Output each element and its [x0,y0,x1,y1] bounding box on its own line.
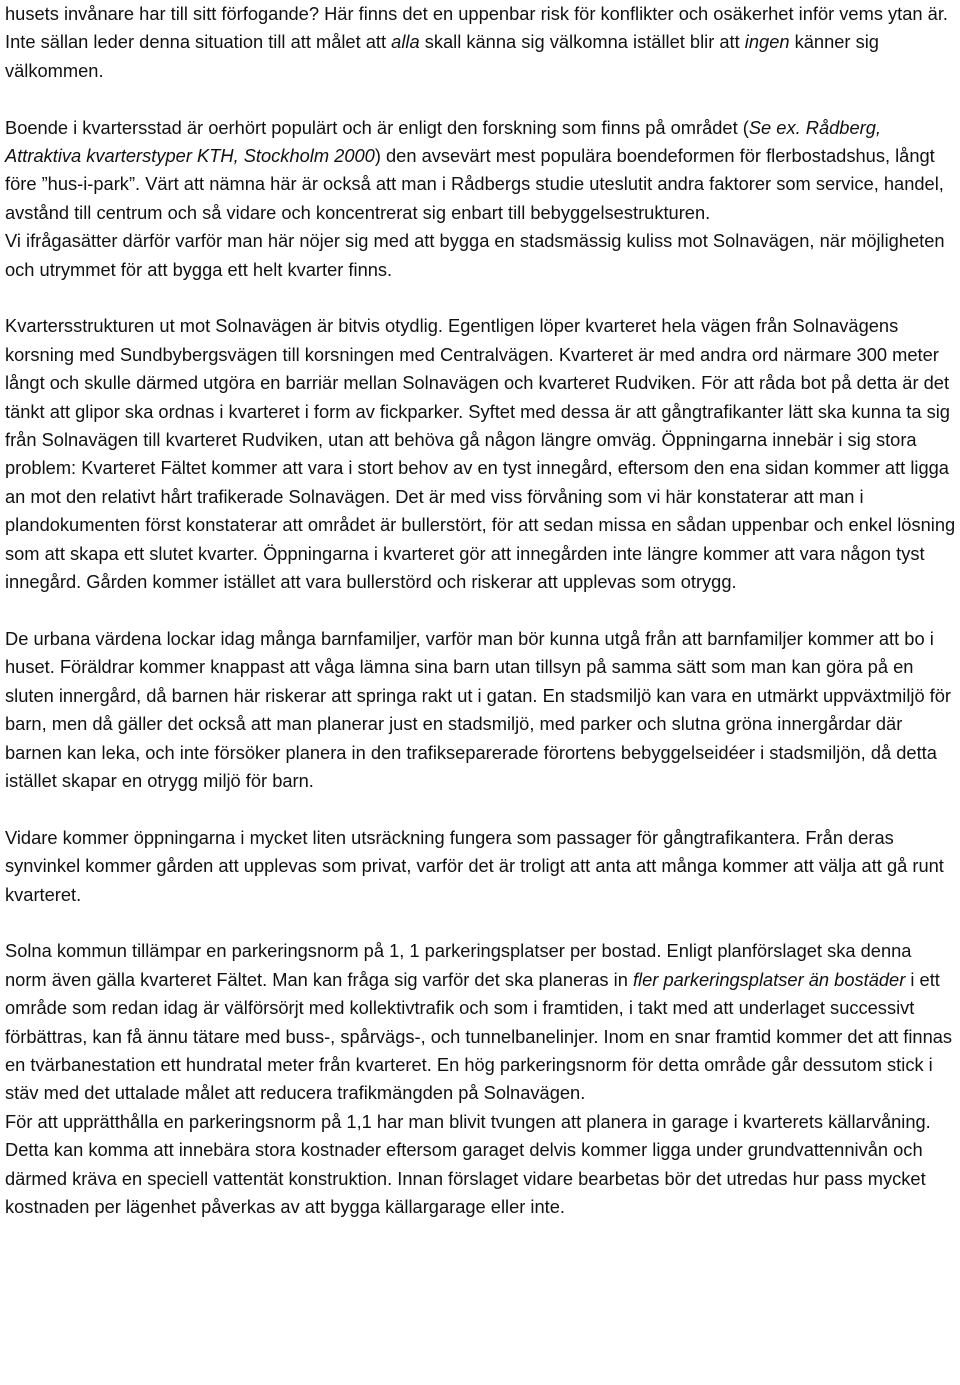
paragraph-6 [5,824,957,909]
text-run: känner sig välkommen. [5,31,879,81]
text-run: Boende i kvartersstad är oerhört populärt och är enligt den forskning som finns på området ( [5,116,749,138]
italic-text: ingen [744,31,790,53]
text-run: skall känna sig välkomna istället blir att [419,31,745,53]
text-run: Vi ifrågasätter därför varför man här nöjer sig med att bygga en stadsmässig kuliss mot Solnavägen, när möjligheten och utrymmet för att bygga ett helt kvarter finns. [5,230,945,280]
text-run: i ett område som redan idag är välförsörjt med kollektivtrafik och som i framtiden, i takt med att underlaget successivt förbättras, kan få ännu tätare med buss-, spårvägs-, och tunnelbanelinjer. Inom en snar framtid kommer det att finnas en tvärbanestation ett hundratal meter från kvarteret. En hög parkeringsnorm för detta område går dessutom stick i stäv med det uttalade målet att reducera trafikmängden på Solnavägen. [5,968,953,1104]
text-run: Solna kommun tillämpar en parkeringsnorm på 1, 1 parkeringsplatser per bostad. Enligt planförslaget ska denna norm även gälla kvarteret Fältet. Man kan fråga sig varför det ska planeras in [5,940,912,990]
paragraph-1 [5,0,957,85]
paragraph-2 [5,114,957,228]
paragraph-4 [5,312,957,596]
text-run: Kvartersstrukturen ut mot Solnavägen är bitvis otydlig. Egentligen löper kvarteret hela vägen från Solnavägens korsning med Sundbybergsvägen till korsningen med Centralvägen. Kvarteret är med andra ord närmare 300 meter långt och skulle därmed utgöra en barriär mellan Solnavägen och kvarteret Rudviken. För att råda bot på detta är det tänkt att glipor ska ordnas i kvarteret i form av fickparker. Syftet med dessa är att gångtrafikanter lätt ska kunna ta sig från Solnavägen till kvarteret Rudviken, utan att behöva gå någon längre omväg. Öppningarna innebär i sig stora problem: Kvarteret Fältet kommer att vara i stort behov av en tyst innegård, eftersom den ena sidan kommer att ligga an mot den relativt hårt trafikerade Solnavägen. Det är med viss förvåning som vi här konstaterar att man i plandokumenten först konstaterar att området är bullerstört, för att sedan missa en sådan uppenbar och enkel lösning som att skapa ett slutet kvarter. Öppningarna i kvarteret gör att innegården inte längre kommer att vara någon tyst innegård. Gården kommer istället att vara bullerstörd och riskerar att upplevas som otrygg. [5,315,956,593]
italic-text: fler parkeringsplatser än bostäder [632,968,906,990]
paragraph-7 [5,937,957,1107]
document-page [5,0,957,1221]
paragraph-8 [5,1108,957,1222]
italic-citation: Se ex. Rådberg, Attraktiva kvarterstyper KTH, Stockholm 2000 [5,116,881,167]
text-run: De urbana värdena lockar idag många barnfamiljer, varför man bör kunna utgå från att barnfamiljer kommer att bo i huset. Föräldrar kommer knappast att våga lämna sina barn utan tillsyn på samma sätt som man kan göra på en sluten innergård, då barnen här riskerar att springa rakt ut i gatan. En stadsmiljö kan vara en utmärkt uppväxtmiljö för barn, men då gäller det också att man planerar just en stadsmiljö, med parker och slutna gröna innergårdar där barnen kan leka, och inte försöker planera in den trafikseparerade förortens bebyggelseidéer i stadsmiljön, då detta istället skapar en otrygg miljö för barn. [5,627,952,791]
paragraph-3 [5,227,957,284]
text-run: Vidare kommer öppningarna i mycket liten utsräckning fungera som passager för gångtrafikantera. Från deras synvinkel kommer gården att upplevas som privat, varför det är troligt att anta att många kommer att välja att gå runt kvarteret. [5,826,944,905]
text-run: ) den avsevärt mest populära boendeformen för flerbostadshus, långt före ”hus-i-park”. Värt att nämna här är också att man i Rådbergs studie uteslutit andra faktorer som service, handel, avstånd till centrum och så vidare och koncentrerat sig enbart till bebyggelsestrukturen. [5,145,944,223]
paragraph-5 [5,625,957,795]
text-run: husets invånare har till sitt förfogande? Här finns det en uppenbar risk för konflikter och osäkerhet inför vems ytan är. Inte sällan leder denna situation till att målet att [5,3,948,53]
text-run: För att upprätthålla en parkeringsnorm på 1,1 har man blivit tvungen att planera in garage i kvarterets källarvåning. Detta kan komma att innebära stora kostnader eftersom garaget delvis kommer ligga under grundvattennivån och därmed kräva en speciell vattentät konstruktion. Innan förslaget vidare bearbetas bör det utredas hur pass mycket kostnaden per lägenhet påverkas av att bygga källargarage eller inte. [5,1110,931,1217]
italic-text: alla [391,31,420,53]
